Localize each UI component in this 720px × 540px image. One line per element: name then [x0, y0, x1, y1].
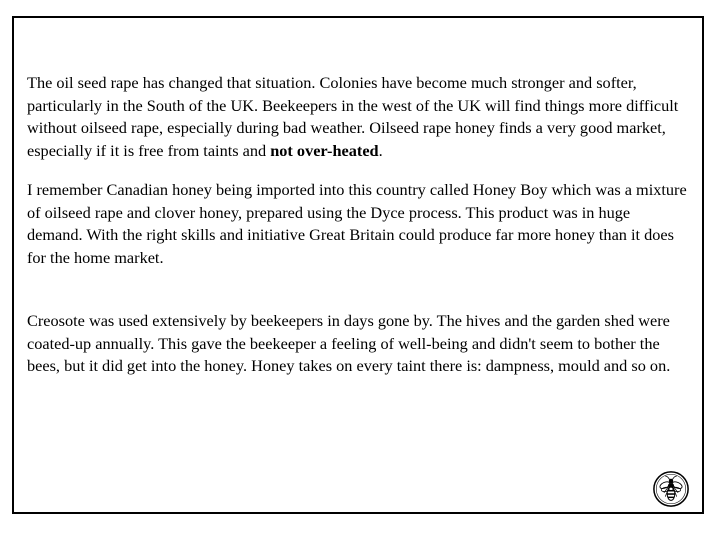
slide-frame: [12, 16, 704, 514]
paragraph-creosote: [27, 310, 687, 378]
paragraph-1-text: The oil seed rape has changed that situation. Colonies have become much stronger and softer, particularly in the South of the UK. Beekeepers in the west of the UK will find things more difficult without oilseed rape, especially during bad weather. Oilseed rape honey finds a very good market, especially if it is free from taints and: [27, 73, 679, 160]
bee-emblem-icon: [652, 470, 690, 508]
paragraph-1-end: .: [378, 140, 383, 160]
paragraph-2-text: I remember Canadian honey being imported into this country called Honey Boy which was a mixture of oilseed rape and clover honey, prepared using the Dyce process. This product was in huge demand. With the right skills and initiative Great Britain could produce far more honey than it does for the home market.: [27, 180, 687, 267]
paragraph-1-emphasis: not over-heated: [270, 140, 379, 160]
paragraph-oilseed-rape: [27, 72, 687, 162]
paragraph-3-text: Creosote was used extensively by beekeepers in days gone by. The hives and the garden shed were coated-up annually. This gave the beekeeper a feeling of well-being and didn't seem to bother the bees, but it did get into the honey. Honey takes on every taint there is: dampness, mould and so on.: [27, 311, 671, 375]
paragraph-canadian-honey: [27, 179, 687, 269]
